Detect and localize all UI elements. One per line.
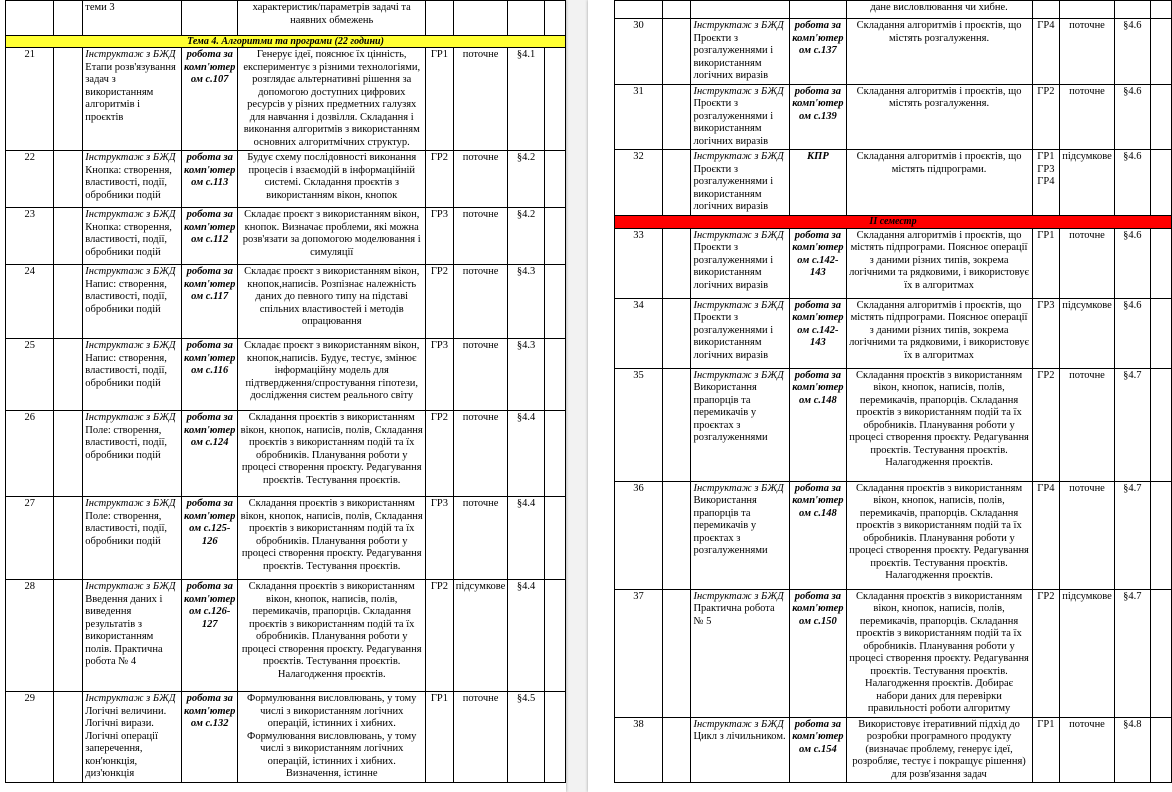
cell-homework: робота за комп'ютер ом с.148 <box>790 368 846 481</box>
cell-paragraph: §4.6 <box>1114 228 1150 298</box>
cell-num: 35 <box>615 368 663 481</box>
document-page-right <box>588 0 1172 792</box>
cell-num: 29 <box>6 692 54 783</box>
cell-homework: робота за комп'ютер ом с.154 <box>790 717 846 783</box>
cell-instruction <box>83 580 182 692</box>
cell-num: 26 <box>6 411 54 497</box>
cell-homework: робота за комп'ютер ом с.139 <box>790 84 846 150</box>
lesson-topic: Поле: створення, властивості, події, обробники подій <box>85 424 168 461</box>
cell-blank <box>1150 150 1171 216</box>
cell-type: підсумкове <box>453 580 508 692</box>
cell-paragraph: §4.7 <box>1114 368 1150 481</box>
cell-homework: робота за комп'ютер ом с.124 <box>182 411 238 497</box>
cell-blank <box>544 580 565 692</box>
cell-instruction <box>83 411 182 497</box>
cell-blank <box>1150 19 1171 85</box>
cell-num: 24 <box>6 265 54 339</box>
instruction-safety-label: Інструктаж з БЖД <box>85 693 176 704</box>
lesson-topic: Логічні величини. Логічні вирази. Логічні операції заперечення, кон'юнкція, диз'юнкція <box>85 705 167 779</box>
table-row <box>6 265 566 339</box>
table-row <box>615 19 1172 85</box>
table-row-continuation <box>6 1 566 36</box>
lesson-topic: Етапи розв'язування задач з використанням алгоритмів і проєктів <box>85 61 176 123</box>
lesson-topic: Практична робота № 5 <box>693 603 775 627</box>
instruction-safety-label: Інструктаж з БЖД <box>693 20 784 31</box>
cell-type: поточне <box>1060 19 1115 85</box>
cell-description: Складання алгоритмів і проєктів, що містять розгалуження. <box>846 84 1032 150</box>
instruction-safety-label: Інструктаж з БЖД <box>85 581 176 592</box>
cell-description: Складання проєктів з використанням вікон, кнопок, написів, полів, перемикачів, прапорців. Складання проєктів з використанням подій та їх обробників. Планування роботи у процесі створення проєкту. Редагування проєктів. Тестування проєктів. Налагодження проєктів. <box>846 368 1032 481</box>
cell-group: ГР4 <box>1032 481 1060 589</box>
cell-num <box>6 1 54 36</box>
instruction-safety-label: Інструктаж з БЖД <box>85 412 176 423</box>
cell-paragraph <box>1114 1 1150 19</box>
cell-blank <box>662 298 691 368</box>
cell-description: Складання алгоритмів і проєктів, що містять підпрограми. Пояснює операції з даними різних типів, зокрема логічними та рядковими, і використовує їх в алгоритмах <box>846 228 1032 298</box>
cell-homework: робота за комп'ютер ом с.116 <box>182 339 238 411</box>
cell-paragraph: §4.4 <box>508 411 544 497</box>
cell-group: ГР2 <box>426 580 454 692</box>
table-row <box>6 692 566 783</box>
cell-type: поточне <box>1060 368 1115 481</box>
cell-homework: робота за комп'ютер ом с.150 <box>790 589 846 717</box>
cell-instruction <box>83 339 182 411</box>
cell-group: ГР2 <box>426 265 454 339</box>
table-row <box>615 368 1172 481</box>
cell-paragraph: §4.6 <box>1114 150 1150 216</box>
cell-blank <box>54 208 83 265</box>
cell-blank <box>1150 228 1171 298</box>
table-row <box>6 48 566 151</box>
cell-num: 21 <box>6 48 54 151</box>
cell-group: ГР1 ГР3 ГР4 <box>1032 150 1060 216</box>
cell-blank <box>544 48 565 151</box>
cell-type: підсумкове <box>1060 298 1115 368</box>
cell-type <box>453 1 508 36</box>
table-row <box>6 339 566 411</box>
cell-blank <box>54 692 83 783</box>
cell-group: ГР3 <box>426 208 454 265</box>
cell-homework: робота за комп'ютер ом с.112 <box>182 208 238 265</box>
cell-type: поточне <box>453 208 508 265</box>
cell-homework <box>182 1 238 36</box>
cell-paragraph: §4.7 <box>1114 589 1150 717</box>
table-row <box>615 84 1172 150</box>
cell-blank <box>54 1 83 36</box>
lesson-topic: Напис: створення, властивості, події, обробники подій <box>85 278 168 315</box>
cell-num: 34 <box>615 298 663 368</box>
cell-homework <box>790 1 846 19</box>
cell-type: поточне <box>453 692 508 783</box>
cell-group: ГР1 <box>426 692 454 783</box>
cell-instruction <box>691 19 790 85</box>
cell-blank <box>662 481 691 589</box>
cell-type: поточне <box>453 265 508 339</box>
topic-header-row <box>6 36 566 48</box>
cell-homework: робота за комп'ютер ом с.132 <box>182 692 238 783</box>
table-row <box>615 589 1172 717</box>
cell-instruction <box>83 208 182 265</box>
instruction-safety-label: Інструктаж з БЖД <box>85 152 176 163</box>
cell-blank <box>1150 1 1171 19</box>
cell-blank <box>662 228 691 298</box>
cell-paragraph <box>508 1 544 36</box>
cell-instruction <box>83 48 182 151</box>
table-body-left <box>6 1 566 783</box>
cell-num <box>615 1 663 19</box>
cell-type: поточне <box>1060 481 1115 589</box>
table-row <box>6 208 566 265</box>
table-row <box>615 717 1172 783</box>
cell-instruction: теми 3 <box>83 1 182 36</box>
cell-instruction <box>83 692 182 783</box>
cell-blank <box>544 339 565 411</box>
cell-type: підсумкове <box>1060 589 1115 717</box>
cell-num: 22 <box>6 151 54 208</box>
cell-blank <box>54 48 83 151</box>
cell-blank <box>662 1 691 19</box>
table-row <box>615 298 1172 368</box>
cell-num: 33 <box>615 228 663 298</box>
instruction-safety-label: Інструктаж з БЖД <box>693 85 784 97</box>
cell-group: ГР2 <box>1032 84 1060 150</box>
cell-num: 38 <box>615 717 663 783</box>
cell-homework: робота за комп'ютер ом с.142-143 <box>790 228 846 298</box>
cell-group: ГР2 <box>426 151 454 208</box>
table-row <box>6 151 566 208</box>
instruction-safety-label: Інструктаж з БЖД <box>693 482 784 494</box>
cell-type: поточне <box>1060 84 1115 150</box>
lesson-topic: Кнопка: створення, властивості, події, обробники подій <box>85 164 172 201</box>
cell-homework: робота за комп'ютер ом с.107 <box>182 48 238 151</box>
cell-num: 31 <box>615 84 663 150</box>
cell-num: 37 <box>615 589 663 717</box>
cell-blank <box>662 84 691 150</box>
cell-type: поточне <box>453 48 508 151</box>
cell-description: Генерує ідеї, пояснює їх цінність, експериментує з різними технологіями, розглядає альтернативні рішення за допомогою доступних цифрових ресурсів у різних предметних галузях для навчання і дозвілля. Складання і виконання алгоритмів з використанням основних алгоритмічних структур. <box>238 48 426 151</box>
cell-instruction <box>691 1 790 19</box>
semester-header: ІІ семестр <box>615 215 1172 228</box>
cell-description: Складання алгоритмів і проєктів, що містять підпрограми. Пояснює операції з даними різних типів, зокрема логічними та рядковими, і використовує їх в алгоритмах <box>846 298 1032 368</box>
cell-blank <box>54 497 83 580</box>
cell-blank <box>544 208 565 265</box>
cell-group: ГР3 <box>426 497 454 580</box>
cell-group: ГР2 <box>1032 368 1060 481</box>
cell-blank <box>544 411 565 497</box>
cell-instruction <box>691 150 790 216</box>
cell-blank <box>544 692 565 783</box>
cell-group: ГР3 <box>426 339 454 411</box>
document-page-left <box>0 0 566 792</box>
cell-group: ГР1 <box>1032 717 1060 783</box>
cell-instruction <box>691 84 790 150</box>
topic-header: Тема 4. Алгоритми та програми (22 години) <box>6 36 566 48</box>
lesson-topic: Використання прапорців та перемикачів у проєктах з розгалуженнями <box>693 495 768 556</box>
instruction-safety-label: Інструктаж з БЖД <box>693 229 784 241</box>
cell-group: ГР2 <box>1032 589 1060 717</box>
cell-description: дане висловлювання чи хибне. <box>846 1 1032 19</box>
cell-type: поточне <box>453 411 508 497</box>
semester-header-row <box>615 215 1172 228</box>
cell-blank <box>544 497 565 580</box>
cell-description: Складання алгоритмів і проєктів, що містять розгалуження. <box>846 19 1032 85</box>
cell-num: 28 <box>6 580 54 692</box>
cell-blank <box>1150 589 1171 717</box>
instruction-safety-label: Інструктаж з БЖД <box>85 209 176 220</box>
instruction-safety-label: Інструктаж з БЖД <box>85 340 176 351</box>
instruction-safety-label: Інструктаж з БЖД <box>85 266 176 277</box>
cell-blank <box>1150 717 1171 783</box>
cell-blank <box>1150 84 1171 150</box>
cell-blank <box>662 368 691 481</box>
lesson-topic: Проєкти з розгалуженнями і використанням логічних виразів <box>693 163 774 212</box>
cell-description: Будує схему послідовності виконання процесів і взаємодій в інформаційній системі. Складання проєктів з використанням вікон, кнопок <box>238 151 426 208</box>
cell-group <box>426 1 454 36</box>
lesson-topic: Введення даних і виведення результатів з використанням полів. Практична робота № 4 <box>85 593 163 667</box>
cell-homework: робота за комп'ютер ом с.142-143 <box>790 298 846 368</box>
cell-description: характеристик/параметрів задачі та наявних обмежень <box>238 1 426 36</box>
lesson-topic: Проєкти з розгалуженнями і використанням логічних виразів <box>693 242 774 291</box>
instruction-safety-label: Інструктаж з БЖД <box>693 718 784 730</box>
instruction-safety-label: Інструктаж з БЖД <box>693 590 784 602</box>
cell-homework: КПР <box>790 150 846 216</box>
cell-group: ГР1 <box>1032 228 1060 298</box>
cell-paragraph: §4.3 <box>508 265 544 339</box>
cell-blank <box>54 265 83 339</box>
cell-instruction <box>691 481 790 589</box>
cell-group: ГР4 <box>1032 19 1060 85</box>
cell-instruction <box>691 368 790 481</box>
cell-description: Складання алгоритмів і проєктів, що містять підпрограми. <box>846 150 1032 216</box>
cell-type: підсумкове <box>1060 150 1115 216</box>
cell-blank <box>662 717 691 783</box>
cell-description: Складання проєктів з використанням вікон, кнопок, написів, полів, Складання проєктів з використанням подій та їх обробників. Планування роботи у процесі створення проєкту. Редагування проєктів. Тестування проєктів. <box>238 497 426 580</box>
cell-blank <box>544 265 565 339</box>
cell-paragraph: §4.6 <box>1114 298 1150 368</box>
cell-description: Складає проєкт з використанням вікон, кнопок. Визначає проблеми, які можна розв'язати за допомогою моделювання і симуляції <box>238 208 426 265</box>
cell-paragraph: §4.2 <box>508 208 544 265</box>
cell-num: 27 <box>6 497 54 580</box>
cell-blank <box>54 151 83 208</box>
cell-instruction <box>83 151 182 208</box>
instruction-safety-label: Інструктаж з БЖД <box>85 49 176 60</box>
cell-description: Складання проєктів з використанням вікон, кнопок, написів, полів, Складання проєктів з використанням подій та їх обробників. Планування роботи у процесі створення проєкту. Редагування проєктів. Тестування проєктів. <box>238 411 426 497</box>
cell-group: ГР3 <box>1032 298 1060 368</box>
cell-paragraph: §4.4 <box>508 580 544 692</box>
cell-blank <box>1150 368 1171 481</box>
cell-paragraph: §4.6 <box>1114 84 1150 150</box>
cell-paragraph: §4.1 <box>508 48 544 151</box>
cell-description: Використовує ітеративний підхід до розробки програмного продукту (визначає проблему, генерує ідеї, розробляє, тестує і покращує рішення) для розв'язання задач <box>846 717 1032 783</box>
instruction-safety-label: Інструктаж з БЖД <box>693 369 784 381</box>
table-row <box>6 580 566 692</box>
lesson-topic: Використання прапорців та перемикачів у проєктах з розгалуженнями <box>693 382 768 443</box>
table-row-continuation <box>615 1 1172 19</box>
table-row <box>615 481 1172 589</box>
cell-blank <box>1150 298 1171 368</box>
cell-homework: робота за комп'ютер ом с.137 <box>790 19 846 85</box>
cell-description: Складання проєктів з використанням вікон, кнопок, написів, полів, перемикачів, прапорців. Складання проєктів з використанням подій та їх обробників. Планування роботи у процесі створення проєкту. Редагування проєктів. Тестування проєктів. Налагодження проєктів. Добирає набори даних для перевірки правильності роботи алгоритму <box>846 589 1032 717</box>
cell-paragraph: §4.3 <box>508 339 544 411</box>
cell-blank <box>54 580 83 692</box>
cell-group: ГР2 <box>426 411 454 497</box>
lesson-topic: Проєкти з розгалуженнями і використанням логічних виразів <box>693 312 774 361</box>
cell-description: Складає проєкт з використанням вікон, кнопок,написів. Будує, тестує, змінює інформаційну модель для підтвердження/спростування гіпотези, дослідження систем реального світу <box>238 339 426 411</box>
cell-type <box>1060 1 1115 19</box>
lesson-plan-table-right <box>614 0 1172 783</box>
cell-num: 23 <box>6 208 54 265</box>
cell-blank <box>662 19 691 85</box>
instruction-safety-label: Інструктаж з БЖД <box>693 151 784 162</box>
instruction-safety-label: Інструктаж з БЖД <box>693 299 784 311</box>
lesson-topic: Кнопка: створення, властивості, події, обробники подій <box>85 221 172 258</box>
cell-paragraph: §4.8 <box>1114 717 1150 783</box>
table-row <box>615 150 1172 216</box>
cell-paragraph: §4.5 <box>508 692 544 783</box>
cell-blank <box>1150 481 1171 589</box>
cell-homework: робота за комп'ютер ом с.125-126 <box>182 497 238 580</box>
table-row <box>6 497 566 580</box>
cell-num: 36 <box>615 481 663 589</box>
cell-group <box>1032 1 1060 19</box>
cell-paragraph: §4.7 <box>1114 481 1150 589</box>
cell-homework: робота за комп'ютер ом с.126-127 <box>182 580 238 692</box>
cell-instruction <box>691 589 790 717</box>
table-row <box>615 228 1172 298</box>
cell-homework: робота за комп'ютер ом с.113 <box>182 151 238 208</box>
cell-num: 25 <box>6 339 54 411</box>
cell-instruction <box>691 228 790 298</box>
lesson-topic: Проєкти з розгалуженнями і використанням логічних виразів <box>693 98 774 147</box>
cell-blank <box>544 151 565 208</box>
cell-group: ГР1 <box>426 48 454 151</box>
cell-type: поточне <box>453 339 508 411</box>
cell-num: 30 <box>615 19 663 85</box>
cell-blank <box>54 411 83 497</box>
lesson-plan-table-left <box>5 0 566 783</box>
cell-type: поточне <box>453 497 508 580</box>
cell-description: Складання проєктів з використанням вікон, кнопок, написів, полів, перемикачів, прапорців. Складання проєктів з використанням подій та їх обробників. Планування роботи у процесі створення проєкту. Редагування проєктів. Тестування проєктів. Налагодження проєктів. <box>846 481 1032 589</box>
cell-type: поточне <box>1060 717 1115 783</box>
cell-blank <box>54 339 83 411</box>
cell-blank <box>662 150 691 216</box>
cell-instruction <box>83 497 182 580</box>
cell-paragraph: §4.2 <box>508 151 544 208</box>
cell-type: поточне <box>1060 228 1115 298</box>
cell-description: Складання проєктів з використанням вікон, кнопок, написів, полів, перемикачів, прапорців. Складання проєктів з використанням подій та їх обробників. Планування роботи у процесі створення проєкту. Редагування проєктів. Тестування проєктів. Налагодження проєктів. <box>238 580 426 692</box>
lesson-topic: Цикл з лічильником. <box>693 731 786 742</box>
lesson-topic: Напис: створення, властивості, події, обробники подій <box>85 352 168 389</box>
cell-instruction <box>691 298 790 368</box>
cell-instruction <box>83 265 182 339</box>
cell-paragraph: §4.6 <box>1114 19 1150 85</box>
cell-paragraph: §4.4 <box>508 497 544 580</box>
instruction-safety-label: Інструктаж з БЖД <box>85 498 176 509</box>
lesson-topic: Проєкти з розгалуженнями і використанням логічних виразів <box>693 32 774 81</box>
cell-num: 32 <box>615 150 663 216</box>
cell-type: поточне <box>453 151 508 208</box>
cell-homework: робота за комп'ютер ом с.117 <box>182 265 238 339</box>
cell-blank <box>544 1 565 36</box>
table-row <box>6 411 566 497</box>
table-body-right <box>615 1 1172 783</box>
cell-blank <box>662 589 691 717</box>
cell-description: Формулювання висловлювань, у тому числі з використанням логічних операцій, істинних і хибних. Формулювання висловлювань, у тому числі з використанням логічних операцій, істинних і хибних. Визначення, істинне <box>238 692 426 783</box>
cell-homework: робота за комп'ютер ом с.148 <box>790 481 846 589</box>
cell-description: Складає проєкт з використанням вікон, кнопок,написів. Розпізнає належність даних до певного типу на підставі спільних властивостей і методів опрацювання <box>238 265 426 339</box>
cell-instruction <box>691 717 790 783</box>
lesson-topic: Поле: створення, властивості, події, обробники подій <box>85 510 168 547</box>
